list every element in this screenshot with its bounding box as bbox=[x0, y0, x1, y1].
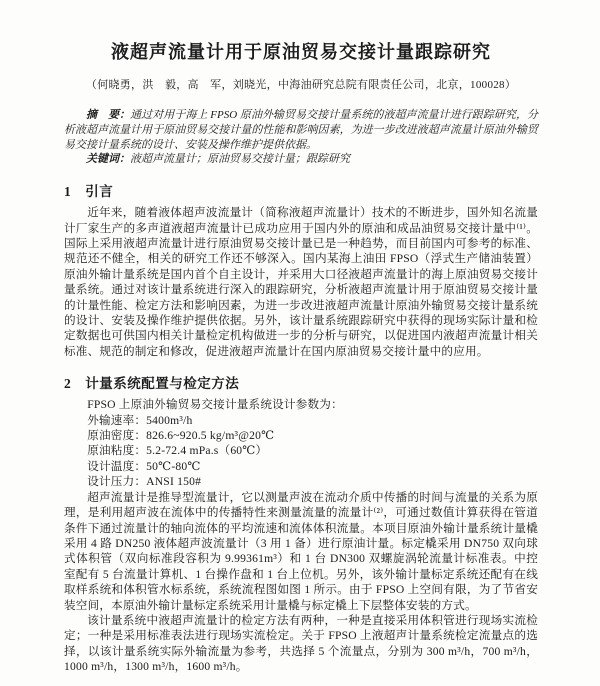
section-2-paragraph-1: 超声流量计是推导型流量计，它以测量声波在流动介质中传播的时间与流量的关系为原理，是利用超声波在流体中的传播特性来测量流量的流量计⁽²⁾，可通过数值计算获得在管道条件下通过流量计的轴向流体的平均流速和流体体积流量。本项目原油外输计量系统计量橇采用 4 路 DN250 液体超声波流量计（3 用 1 备）进行原油计量。标定橇采用 DN750 双向球式体积管（双向标准段容积为 9.99361m³）和 1 台 DN300 双螺旋涡轮流量计标准表。中控室配有 5 台流量计算机、1 台操作盘和 1 台上位机。另外，该外输计量标定系统还配有在线取样系统和体积管水标系统，系统流程图如图 1 所示。由于 FPSO 上空间有限，为了节省安装空间，本原油外输计量标定系统采用计量橇与标定橇上下层整体安装的方式。 bbox=[64, 490, 538, 612]
abstract-text: 通过对用于海上 FPSO 原油外输贸易交接计量系统的液超声流量计进行跟踪研究，分析液超声流量计用于原油贸易交接计量的性能和影响因素，为进一步改进液超声流量计原油外输贸易交接计量系统的设计、安装及操作维护提供依据。 bbox=[64, 109, 538, 151]
section-1-paragraph: 近年来，随着液体超声波流量计（简称液超声流量计）技术的不断进步，国外知名流量计厂家生产的多声道液超声流量计已成功应用于国内外的原油和成品油贸易交接计量中⁽¹⁾。国际上采用液超声流量计进行原油贸易交接计量已是一种趋势，而目前国内可参考的标准、规范还不健全，相关的研究工作还不够深入。国内某海上油田 FPSO（浮式生产储油装置）原油外输计量系统是国内首个自主设计，并采用大口径液超声流量计的海上原油贸易交接计量系统。通过对该计量系统进行深入的跟踪研究，分析液超声流量计用于原油贸易交接计量的计量性能、检定方法和影响因素，为进一步改进液超声流量计原油外输贸易交接计量系统的设计、安装及操作维护提供依据。另外，该计量系统跟踪研究中获得的现场实际计量和检定数据也可供国内相关计量检定机构做进一步的分析与研究，以促进国内液超声流量计相关标准、规范的制定和修改，促进液超声流量计在国内原油贸易交接计量中的应用。 bbox=[64, 206, 538, 358]
parameter-crude-density: 原油密度：826.6~920.5 kg/m³@20℃ bbox=[87, 429, 275, 443]
section-1-number: 1 bbox=[64, 184, 72, 200]
section-2-paragraph-2: 该计量系统中液超声流量计的检定方法有两种，一种是直接采用体积管进行现场实流检定；一种是采用标准表法进行现场实流检定。关于 FPSO 上液超声计量系统检定流量点的选择，以该计量系统实际外输流量为参考，共选择 5 个流量点，分别为 300 m³/h，700 m³/h，1000 m³/h，1300 m³/h，1600 m³/h。 bbox=[64, 613, 538, 674]
section-2-number: 2 bbox=[64, 376, 72, 392]
section-1-title: 引言 bbox=[85, 184, 114, 200]
abstract-label: 摘 要： bbox=[86, 109, 131, 121]
section-1-heading bbox=[64, 180, 538, 200]
abstract-paragraph bbox=[64, 108, 538, 152]
section-2-heading bbox=[64, 372, 538, 392]
keywords-text: 液超声流量计；原油贸易交接计量；跟踪研究 bbox=[130, 153, 350, 166]
authors-line: （何晓勇，洪 毅，高 军，刘晓光，中海油研究总院有限责任公司，北京，100028） bbox=[85, 79, 517, 91]
page-title: 液超声流量计用于原油贸易交接计量跟踪研究 bbox=[111, 42, 491, 62]
design-parameters-intro: FPSO 上原油外输贸易交接计量系统设计参数为： bbox=[87, 398, 343, 412]
parameter-output-rate: 外输速率：5400m³/h bbox=[87, 413, 193, 427]
parameter-design-pressure: 设计压力：ANSI 150# bbox=[87, 475, 202, 489]
keywords-paragraph bbox=[64, 152, 538, 167]
parameter-crude-viscosity: 原油粘度：5.2-72.4 mPa.s（60℃） bbox=[87, 444, 268, 458]
keywords-label: 关键词： bbox=[86, 153, 130, 166]
section-2-title: 计量系统配置与检定方法 bbox=[85, 376, 240, 392]
parameter-design-temperature: 设计温度：50℃-80℃ bbox=[87, 459, 201, 473]
abstract-block bbox=[64, 108, 538, 167]
